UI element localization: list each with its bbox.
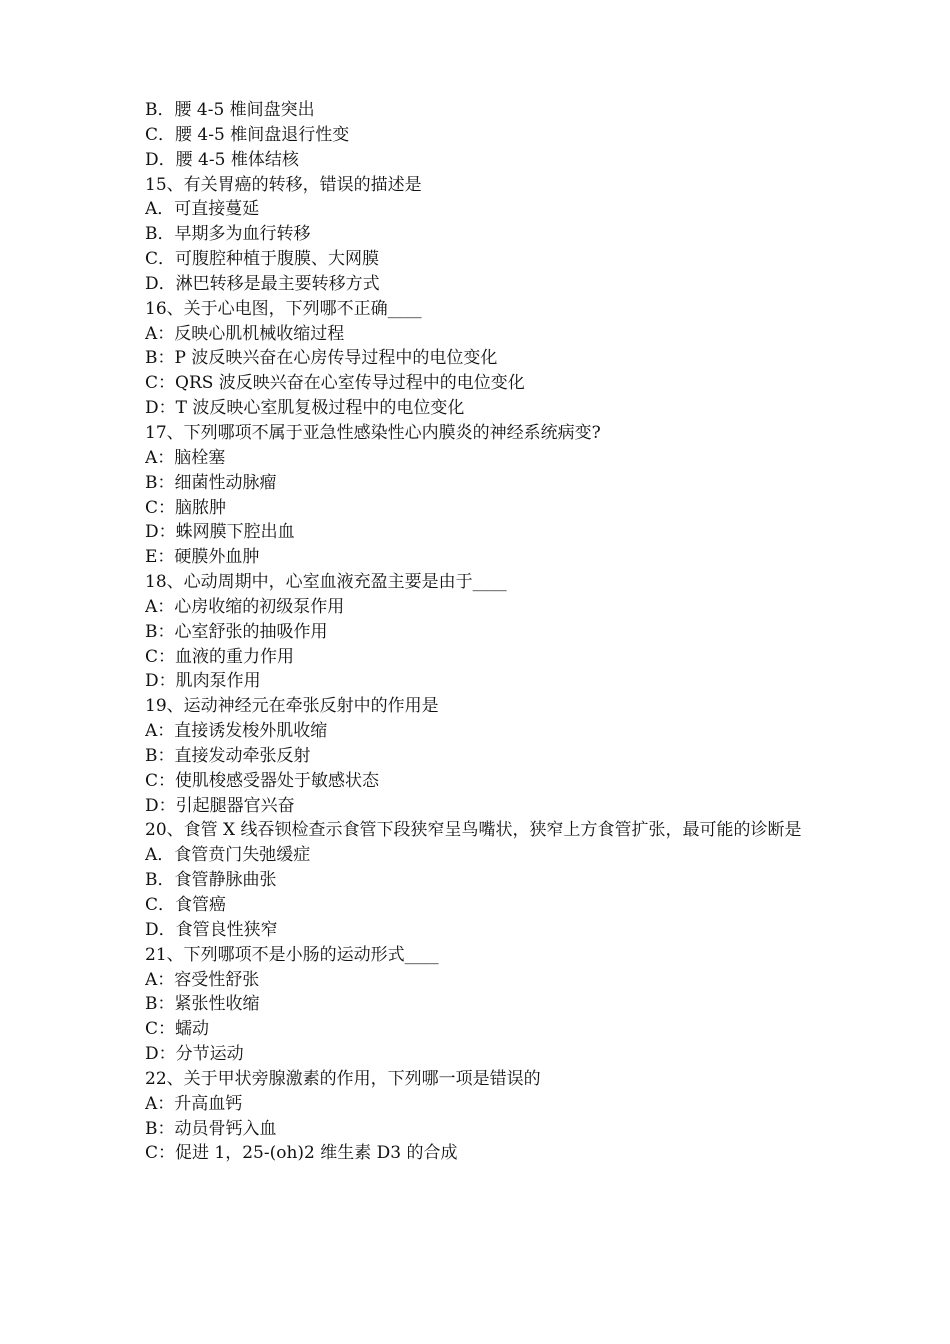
option-line: A：直接诱发梭外肌收缩 [145,721,328,742]
option-line: C．腰 4-5 椎间盘退行性变 [145,124,350,145]
option-line: C：蠕动 [145,1019,210,1040]
option-line: B：紧张性收缩 [145,994,260,1015]
question-20: 20、食管 X 线吞钡检查示食管下段狭窄呈鸟嘴状，狭窄上方食管扩张，最可能的诊断是 [145,820,802,841]
option-line: D：蛛网膜下腔出血 [145,522,295,543]
option-line: C．食管癌 [145,895,227,915]
option-line: B：心室舒张的抽吸作用 [145,621,328,642]
option-line: D：肌肉泵作用 [145,671,261,692]
option-line: A．可直接蔓延 [145,199,260,220]
option-line: A：反映心肌机械收缩过程 [145,323,345,344]
question-19: 19、运动神经元在牵张反射中的作用是 [145,696,439,717]
question-22: 22、关于甲状旁腺激素的作用，下列哪一项是错误的 [145,1068,541,1089]
option-line: E：硬膜外血肿 [145,547,260,568]
question-21: 21、下列哪项不是小肠的运动形式____ [145,944,439,965]
option-line: D：引起腿器官兴奋 [145,795,295,816]
option-line: D．腰 4-5 椎体结核 [145,149,299,170]
option-line: D．淋巴转移是最主要转移方式 [145,273,380,294]
option-line: A：心房收缩的初级泵作用 [145,596,345,617]
option-line: D：分节运动 [145,1044,244,1065]
option-line: C：血液的重力作用 [145,646,295,667]
option-line: D．食管良性狭窄 [145,919,278,940]
question-18: 18、心动周期中，心室血液充盈主要是由于____ [145,572,507,593]
option-line: C：使肌梭感受器处于敏感状态 [145,770,380,791]
option-line: B：直接发动牵张反射 [145,745,311,766]
option-line: A：升高血钙 [145,1093,243,1114]
option-line: A：脑栓塞 [145,447,226,468]
question-15: 15、有关胃癌的转移，错误的描述是 [145,174,422,195]
option-line: B：动员骨钙入血 [145,1118,277,1139]
option-line: B．腰 4-5 椎间盘突出 [145,100,315,120]
option-line: D：T 波反映心室肌复极过程中的电位变化 [145,398,465,419]
option-line: B．食管静脉曲张 [145,870,277,891]
option-line: B：P 波反映兴奋在心房传导过程中的电位变化 [145,348,498,369]
question-17: 17、下列哪项不属于亚急性感染性心内膜炎的神经系统病变? [145,422,601,443]
option-line: B：细菌性动脉瘤 [145,472,277,493]
option-line: C：促进 1，25-(oh)2 维生素 D3 的合成 [145,1143,458,1164]
option-line: A：容受性舒张 [145,969,260,990]
option-line: C：脑脓肿 [145,497,227,518]
option-line: A．食管贲门失弛缓症 [145,845,311,866]
option-line: B．早期多为血行转移 [145,224,311,245]
option-line: C．可腹腔种植于腹膜、大网膜 [145,249,380,270]
document-body [145,98,810,1166]
question-16: 16、关于心电图，下列哪不正确____ [145,298,422,319]
option-line: C：QRS 波反映兴奋在心室传导过程中的电位变化 [145,373,525,394]
